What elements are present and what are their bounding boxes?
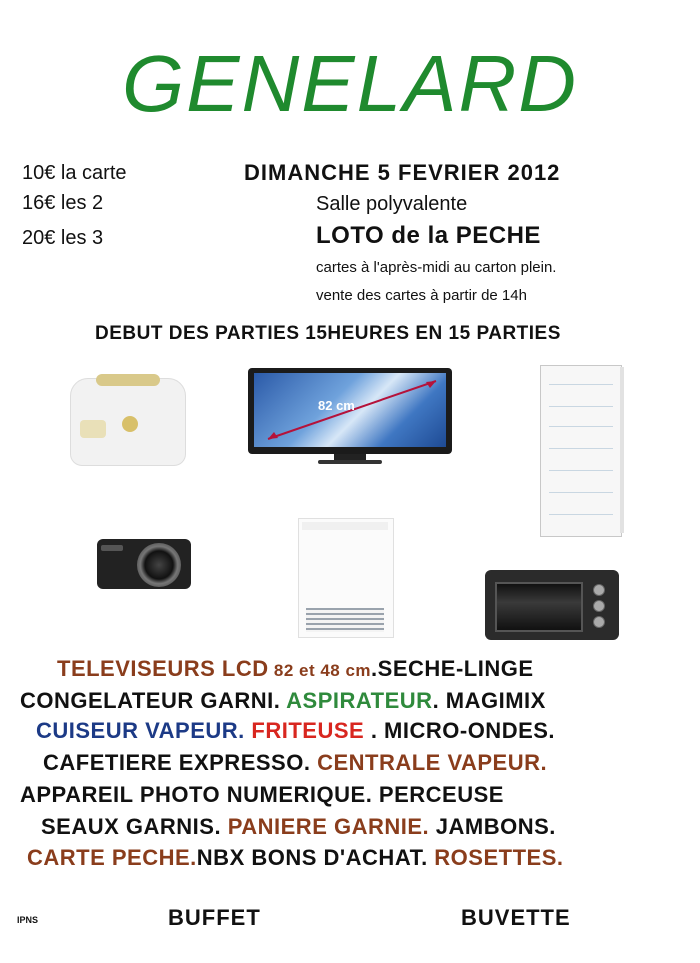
prize-basket: PANIERE GARNIE. (227, 814, 430, 839)
prize-rosettes: ROSETTES. (434, 845, 564, 870)
event-venue: Salle polyvalente (316, 193, 468, 215)
prize-freezer: CONGELATEUR GARNI. (20, 688, 287, 713)
prize-line-4 (0, 748, 700, 778)
dryer-image (298, 518, 394, 638)
oven-image (485, 570, 621, 644)
prize-fryer: FRITEUSE (251, 718, 365, 743)
prize-vacuum: ASPIRATEUR (286, 688, 433, 713)
freezer-image (540, 365, 626, 539)
tv-image (248, 368, 452, 466)
tv-size-label: 82 cm (318, 398, 355, 413)
prize-tv-sizes: 82 et 48 cm (268, 661, 372, 680)
prize-steamer: CUISEUR VAPEUR. (36, 718, 252, 743)
prize-camera: APPAREIL PHOTO NUMERIQUE. PERCEUSE (20, 782, 504, 807)
price-two-cards: 16€ les 2 (22, 192, 104, 214)
event-detail-vente: vente des cartes à partir de 14h (316, 287, 527, 304)
prize-coffee: CAFETIERE EXPRESSO. (43, 750, 318, 775)
prize-tv: TELEVISEURS LCD (57, 656, 269, 681)
prize-magimix: . MAGIMIX (432, 688, 546, 713)
prize-line-3 (0, 716, 700, 746)
prize-buckets: SEAUX GARNIS. (41, 814, 228, 839)
price-three-cards: 20€ les 3 (22, 227, 104, 249)
event-name: LOTO de la PECHE (316, 222, 541, 249)
prize-dryer: .SECHE-LINGE (371, 656, 534, 681)
ipns-mark: IPNS (17, 915, 39, 925)
fryer-image (66, 370, 190, 470)
page-title: GENELARD (121, 39, 579, 128)
prize-steam-station: CENTRALE VAPEUR. (317, 750, 548, 775)
prize-vouchers: NBX BONS D'ACHAT. (196, 845, 435, 870)
prize-line-2 (0, 686, 700, 716)
prize-microwave: . MICRO-ONDES. (364, 718, 556, 743)
event-date: DIMANCHE 5 FEVRIER 2012 (244, 160, 561, 185)
prize-hams: JAMBONS. (429, 814, 556, 839)
footer-buffet: BUFFET (168, 905, 261, 930)
camera-image (97, 535, 193, 591)
prize-fishing-card: CARTE PECHE. (27, 845, 197, 870)
prize-line-7 (0, 843, 700, 873)
start-info: DEBUT DES PARTIES 15HEURES EN 15 PARTIES (95, 323, 561, 344)
prize-line-6 (0, 812, 700, 842)
prize-line-5 (0, 780, 700, 810)
footer-buvette: BUVETTE (461, 905, 571, 930)
price-one-card: 10€ la carte (22, 162, 127, 184)
event-detail-cartes: cartes à l'après-midi au carton plein. (316, 259, 557, 276)
prize-line-1 (0, 654, 700, 686)
